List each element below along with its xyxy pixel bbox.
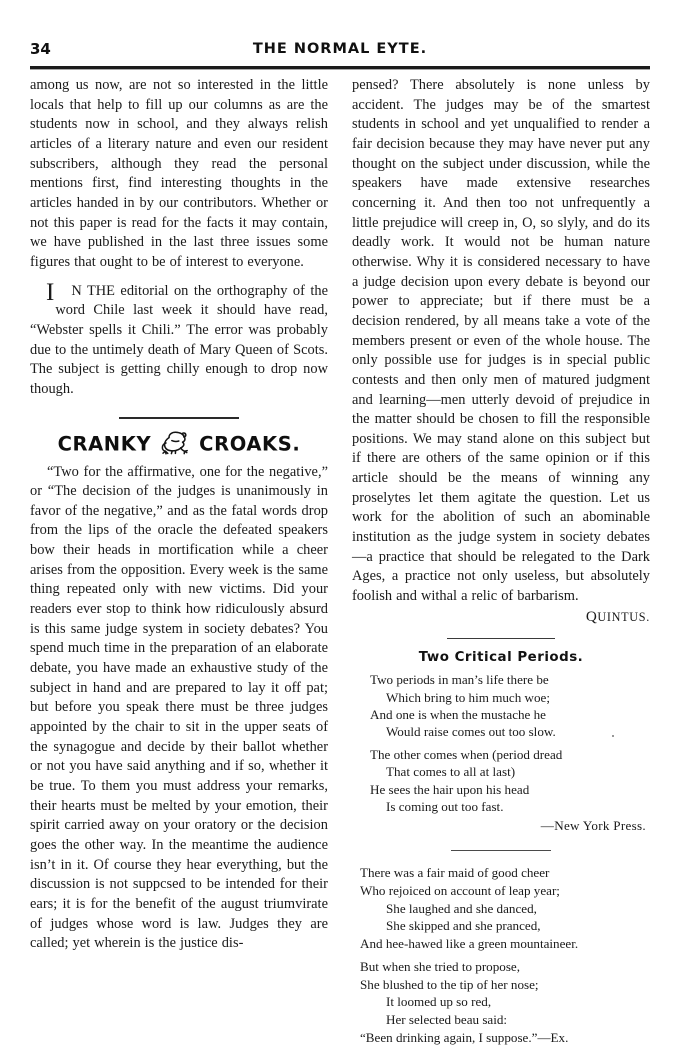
poem-line: Which bring to him much woe; — [386, 689, 551, 705]
article-signature — [352, 608, 650, 626]
poem-line: The other comes when (period dread — [370, 747, 563, 763]
poem-line: But when she tried to propose, — [360, 959, 521, 975]
left-column — [30, 76, 328, 954]
paragraph-continued: among us now, are not so interested in the little locals that help to fill up our columns as are the students now in school, and they always relish articles of a literary nature and even our resident subscribers, although they read the personal mentions first, find interesting thoughts in the articles handed in by our contributors. Whether or not this paper is read for the facts it may contain, we have published in the last three issues some figures that ought to be of interest to everyone. — [30, 77, 328, 270]
cranky-croaks-heading — [30, 417, 328, 463]
poem-line: She skipped and she pranced, — [386, 918, 541, 934]
signature-name: UINTUS. — [597, 609, 650, 624]
poem-title: Two Critical Periods. — [418, 650, 584, 666]
poem-line: That comes to all at last) — [386, 764, 516, 780]
poem-body — [352, 671, 650, 815]
poem-body — [352, 864, 650, 1046]
poem-line: He sees the hair upon his head — [370, 781, 530, 797]
poem-line: She laughed and she danced, — [386, 900, 537, 916]
cranky-croaks-body: “Two for the affirmative, one for the negative,” or “The decision of the judges is unanimously in favor of the negative,” and as the fatal words drop from the lips of the oracle the defeated speakers bow their heads in mortification while a cheer arises from the opposition. Every week is the same thing repeated only with new victims. Did your readers ever stop to think how ridiculously absurd is this same judge system in society debates? You spend much time in the preparation of an elaborate debate, you have made an exhaustive study of the subject in hand and are prepared to lay it off pat; but before you speak there must be three judges appointed by the chair to sit in the upper seats of the synagogue and decide by their ballot whether or not you have said anything and if so, whether it be true. To them you must address your remarks, their hearts must be melted by your emotion, their spirit carried away on your oratory or the decision goes the other way. In the meantime the audience isn’t in it. Of course they hear everything, but the discussion is not suppcsed to be intended for their ears; it is for the benefit of the august triumvirate of judges whose word is law. Judges they are called; yet wherein is the justice dis- — [30, 463, 328, 952]
poem-line: “Been drinking again, I suppose.”—Ex. — [360, 1029, 569, 1045]
frog-icon — [158, 430, 192, 456]
poem-leap-year-limerick — [352, 864, 650, 1046]
heading-word-croaks: CROAKS. — [199, 432, 301, 455]
cranky-croaks-title-line — [30, 431, 328, 457]
poem-line: Would raise comes out too slow. — [386, 723, 556, 739]
header-rule — [30, 66, 650, 69]
publication-title: THE NORMAL EYTE. — [252, 41, 428, 57]
scan-artifact-speck — [612, 735, 614, 737]
poem-line: Who rejoiced on account of leap year; — [360, 882, 560, 898]
poem-line: There was a fair maid of good cheer — [360, 865, 550, 881]
poem-line: And hee-hawed like a green mountaineer. — [360, 935, 579, 951]
right-column — [352, 76, 650, 1046]
poem-line: It loomed up so red, — [386, 994, 492, 1010]
poem-line: Is coming out too fast. — [386, 798, 504, 814]
poem-two-critical-periods — [352, 650, 650, 834]
poem-line: Her selected beau said: — [386, 1012, 508, 1028]
poem-line: And one is when the mustache he — [370, 706, 546, 722]
heading-word-cranky: CRANKY — [57, 432, 152, 455]
heading-rule — [119, 417, 239, 419]
editorial-paragraph-chile — [30, 278, 328, 400]
drop-cap-letter: I — [46, 278, 55, 306]
editorial-continuation: pensed? There absolutely is none unless by accident. The judges may be of the smartest students in school and yet unqualified to render a fair decision because they may have never put any thought on the subject under discussion, while the speakers have made extensive researches concerning it. And then too not unfrequently a little prejudice will creep in, O, so slyly, and do its deadly work. It would not be human nature otherwise. Why it is considered necessary to have a judge decision upon every debate is beyond our power to appreciate; but if there must be a decision rendered, by all means take a vote of the members present or even of the whole house. The only possible use for judges is in special public contests and then only men of matured judgment and learning—men utterly devoid of prejudice in the matter should be chosen to fill the responsible positions. We may stand alone on this subject but if there are others of the same opinion or if this article should be the means of winning any proselytes let them agitate the question. Let us work for the abolition of such an abominable institution as the judge system in society debates—a practice that should be relegated to the Dark Ages, a practice not only useless, but absolutely foolish and withal a relic of barbarism. — [352, 77, 650, 605]
poem-divider-rule — [451, 850, 551, 851]
poem-line: Two periods in man’s life there be — [370, 672, 549, 688]
page-number: 34 — [30, 40, 51, 58]
poem-attribution: —New York Press. — [540, 817, 646, 833]
poem-line: She blushed to the tip of her nose; — [360, 976, 539, 992]
editorial-paragraph-text: N THE editorial on the orthography of the word Chile last week it should have read, “Webster spells it Chili.” The error was probably due to the untimely death of Mary Queen of Scots. The subject is getting chilly enough to drop now though. — [30, 282, 328, 397]
section-divider-rule — [447, 638, 555, 640]
page-masthead — [30, 40, 650, 66]
signature-initial: Q — [585, 607, 598, 625]
